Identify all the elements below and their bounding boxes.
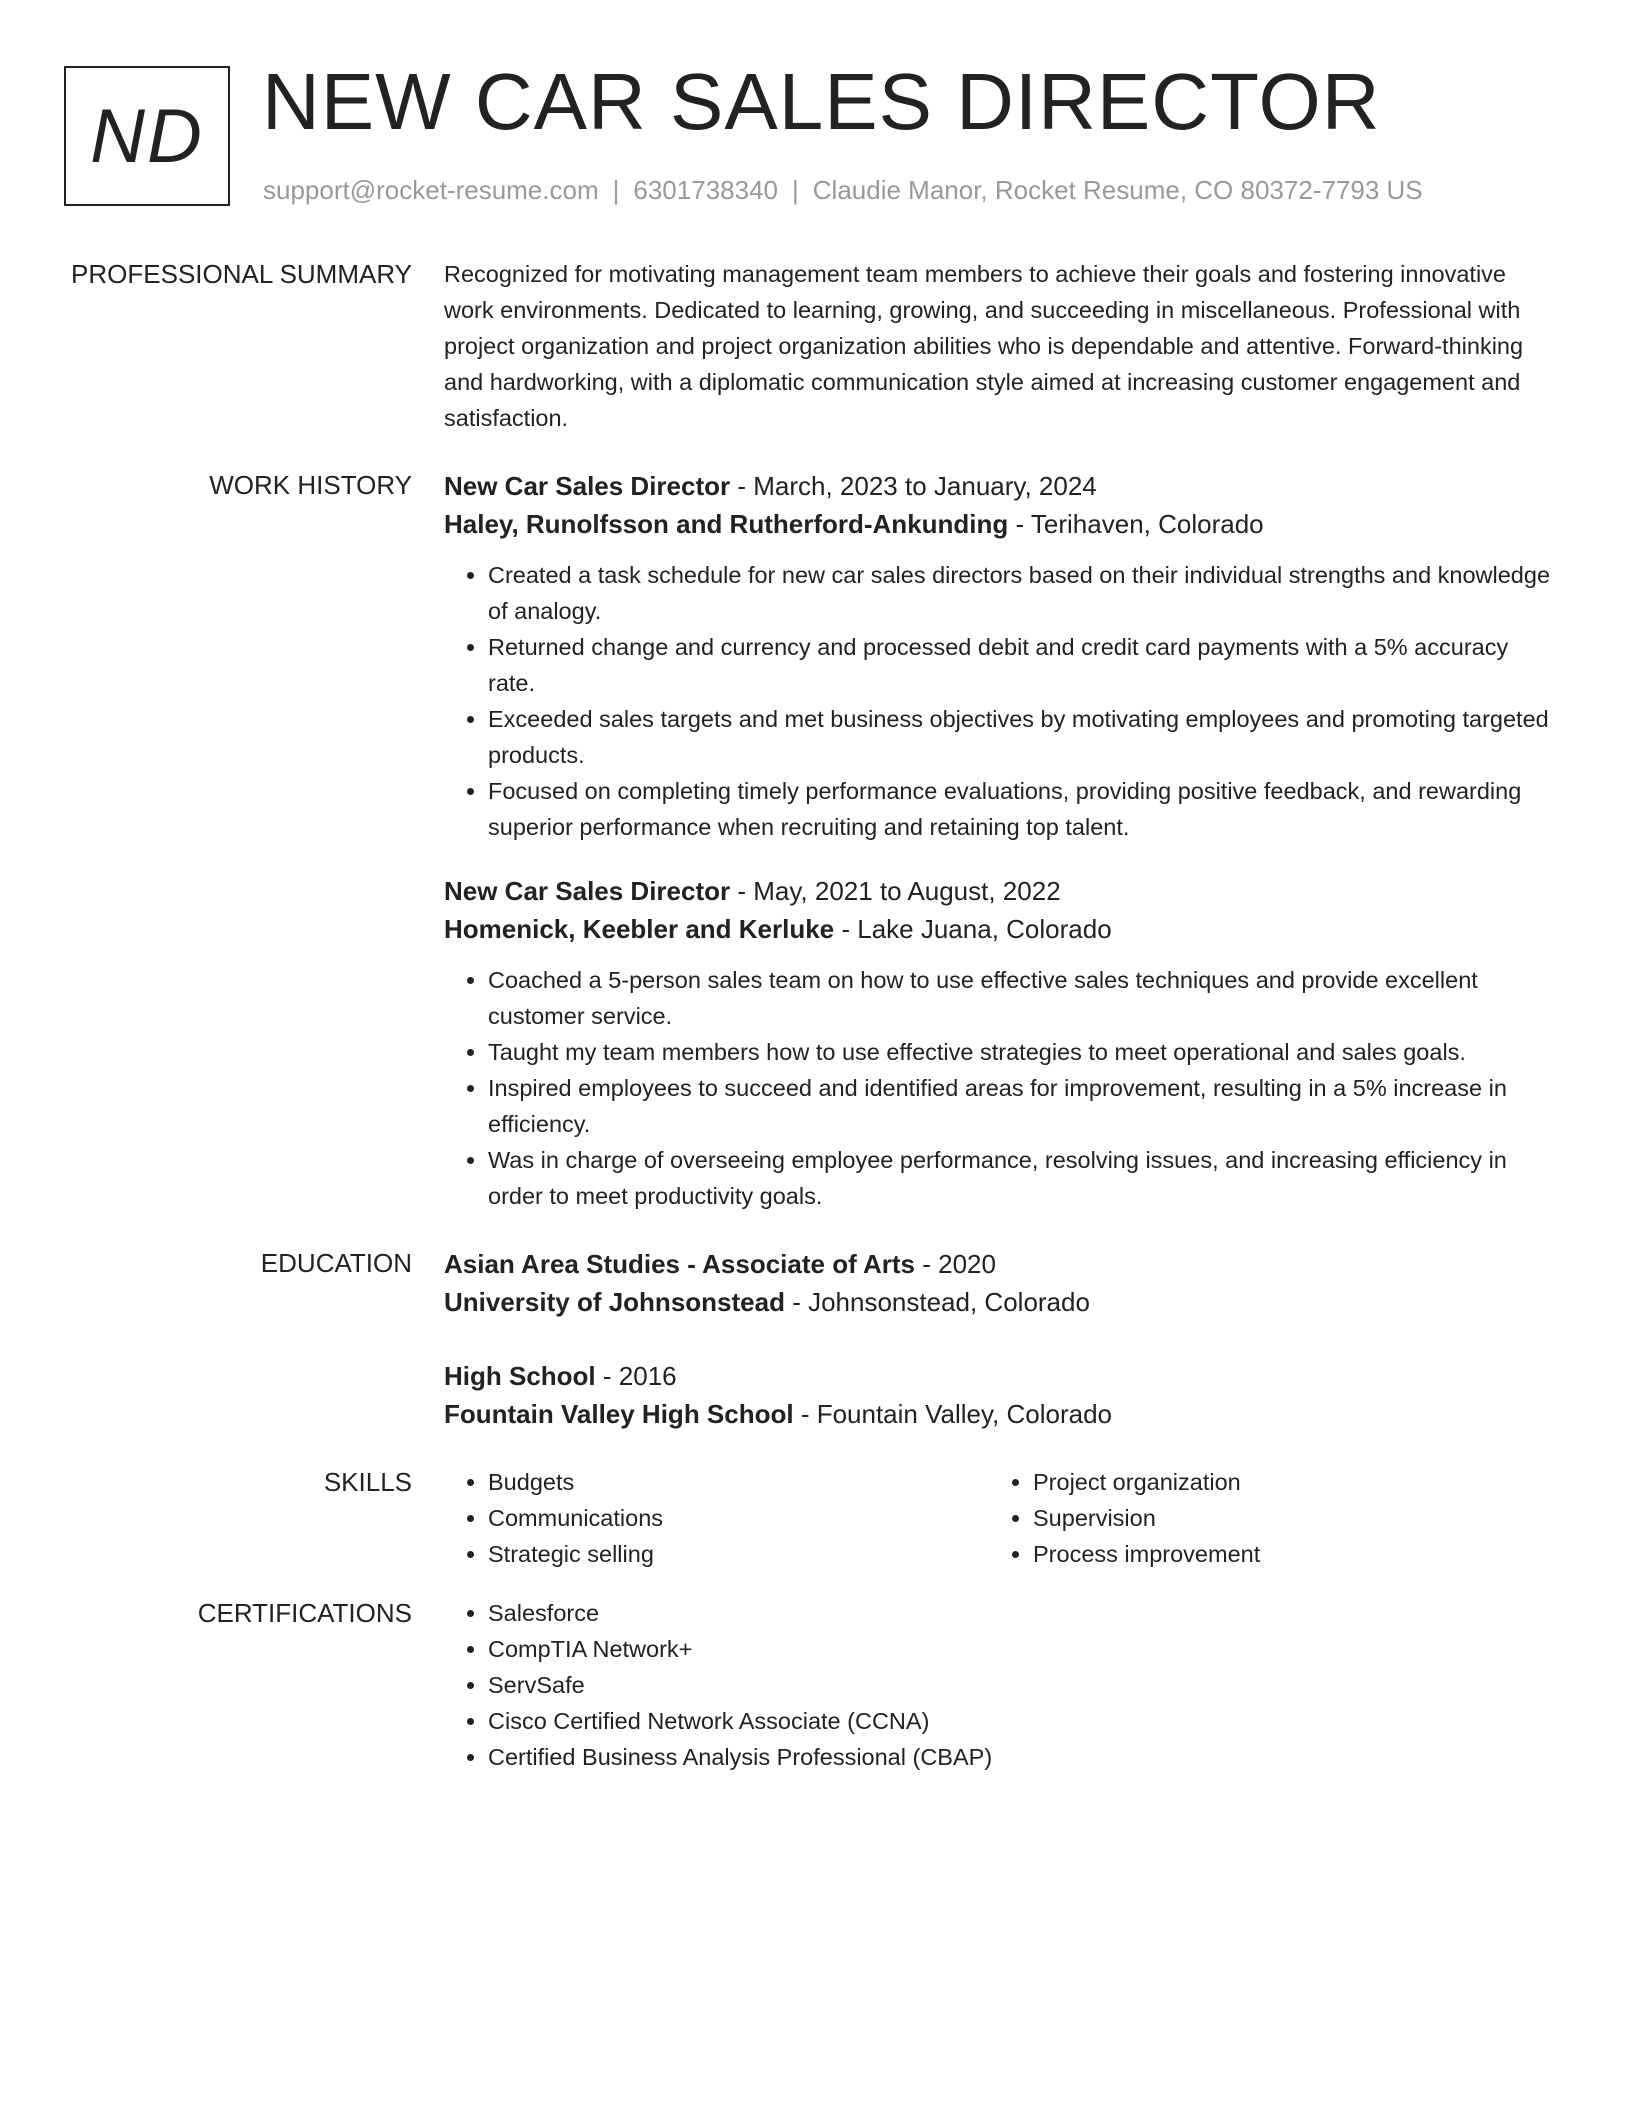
education-school: University of Johnsonstead <box>444 1287 785 1317</box>
job-bullet: • Taught my team members how to use effective strategies to meet operational and sales goals. <box>488 1034 1554 1070</box>
job-bullet: • Created a task schedule for new car sales directors based on their individual strengths and knowledge of analogy. <box>488 557 1554 629</box>
skills-column-left <box>444 1464 989 1572</box>
certification-item: • CompTIA Network+ <box>488 1631 1554 1667</box>
skills-grid <box>444 1464 1554 1572</box>
job-title-line <box>444 872 1554 910</box>
job-entry <box>444 872 1554 1214</box>
education-school-line <box>444 1283 1554 1321</box>
contact-address: Claudie Manor, Rocket Resume, CO 80372-7793 US <box>812 175 1423 205</box>
resume-title: NEW CAR SALES DIRECTOR <box>262 57 1381 146</box>
certification-item: • Certified Business Analysis Professional (CBAP) <box>488 1739 1554 1775</box>
education-degree: High School <box>444 1361 596 1391</box>
education-degree-line <box>444 1357 1554 1395</box>
education-entry <box>444 1245 1554 1321</box>
job-company: Haley, Runolfsson and Rutherford-Ankunding <box>444 509 1009 539</box>
job-bullet: • Was in charge of overseeing employee performance, resolving issues, and increasing efficiency in order to meet productivity goals. <box>488 1142 1554 1214</box>
section-label: WORK HISTORY <box>209 470 412 500</box>
education-school-line <box>444 1395 1554 1433</box>
contact-phone[interactable]: 6301738340 <box>633 175 778 205</box>
section-label: SKILLS <box>323 1467 412 1497</box>
summary-text: Recognized for motivating management team members to achieve their goals and fostering innovative work environments. Dedicated to learning, growing, and succeeding in miscellaneous. Professional with project organization and project organization abilities who is dependable and attentive. Forward-thinking and hardworking, with a diplomatic communication style aimed at increasing customer engagement and satisfaction. <box>444 261 1524 431</box>
work-content <box>444 467 1554 1214</box>
certifications-content <box>444 1595 1554 1775</box>
contact-separator: | <box>792 175 799 205</box>
job-company-line <box>444 505 1554 543</box>
job-bullets <box>444 557 1554 845</box>
job-dates: - May, 2021 to August, 2022 <box>730 876 1061 906</box>
section-label: EDUCATION <box>260 1248 412 1278</box>
section-certifications <box>0 1595 1632 1775</box>
job-location: - Terihaven, Colorado <box>1008 509 1264 539</box>
skills-content <box>444 1464 1554 1572</box>
resume-body <box>0 256 1632 1775</box>
job-bullet: • Exceeded sales targets and met business objectives by motivating employees and promoting targeted products. <box>488 701 1554 773</box>
section-education <box>0 1245 1632 1433</box>
certification-item: • Salesforce <box>488 1595 1554 1631</box>
skill-item: • Budgets <box>488 1464 989 1500</box>
job-bullets <box>444 962 1554 1214</box>
skill-item: • Project organization <box>1033 1464 1534 1500</box>
section-work-history <box>0 467 1632 1214</box>
section-label: PROFESSIONAL SUMMARY <box>71 259 412 289</box>
certification-list <box>444 1595 1554 1775</box>
skill-item: • Communications <box>488 1500 989 1536</box>
skill-item: • Supervision <box>1033 1500 1534 1536</box>
job-dates: - March, 2023 to January, 2024 <box>730 471 1097 501</box>
section-professional-summary <box>0 256 1632 436</box>
job-bullet: • Inspired employees to succeed and identified areas for improvement, resulting in a 5% increase in efficiency. <box>488 1070 1554 1142</box>
job-title-line <box>444 467 1554 505</box>
skills-column-right <box>989 1464 1534 1572</box>
job-bullet: • Focused on completing timely performance evaluations, providing positive feedback, and rewarding superior performance when recruiting and retaining top talent. <box>488 773 1554 845</box>
job-company-line <box>444 910 1554 948</box>
job-bullet: • Coached a 5-person sales team on how to use effective sales techniques and provide excellent customer service. <box>488 962 1554 1034</box>
education-location: - Fountain Valley, Colorado <box>793 1399 1113 1429</box>
education-school: Fountain Valley High School <box>444 1399 794 1429</box>
contact-separator: | <box>612 175 620 205</box>
job-title: New Car Sales Director <box>444 876 731 906</box>
section-skills <box>0 1464 1632 1572</box>
job-entry <box>444 467 1554 845</box>
monogram-badge: ND <box>64 66 230 206</box>
certification-item: • Cisco Certified Network Associate (CCNA) <box>488 1703 1554 1739</box>
skill-item: • Strategic selling <box>488 1536 989 1572</box>
job-bullet: • Returned change and currency and processed debit and credit card payments with a 5% accuracy rate. <box>488 629 1554 701</box>
job-company: Homenick, Keebler and Kerluke <box>444 914 835 944</box>
certification-item: • ServSafe <box>488 1667 1554 1703</box>
education-degree-line <box>444 1245 1554 1283</box>
contact-line <box>263 172 1423 208</box>
education-degree: Asian Area Studies - Associate of Arts <box>444 1249 916 1279</box>
education-year: - 2016 <box>595 1361 677 1391</box>
education-entry <box>444 1357 1554 1433</box>
education-year: - 2020 <box>915 1249 996 1279</box>
skill-item: • Process improvement <box>1033 1536 1534 1572</box>
summary-content <box>444 256 1554 436</box>
job-location: - Lake Juana, Colorado <box>834 914 1112 944</box>
job-title: New Car Sales Director <box>444 471 731 501</box>
contact-email[interactable]: support@rocket-resume.com <box>263 175 599 205</box>
education-location: - Johnsonstead, Colorado <box>784 1287 1090 1317</box>
education-content <box>444 1245 1554 1433</box>
section-label: CERTIFICATIONS <box>197 1598 412 1628</box>
